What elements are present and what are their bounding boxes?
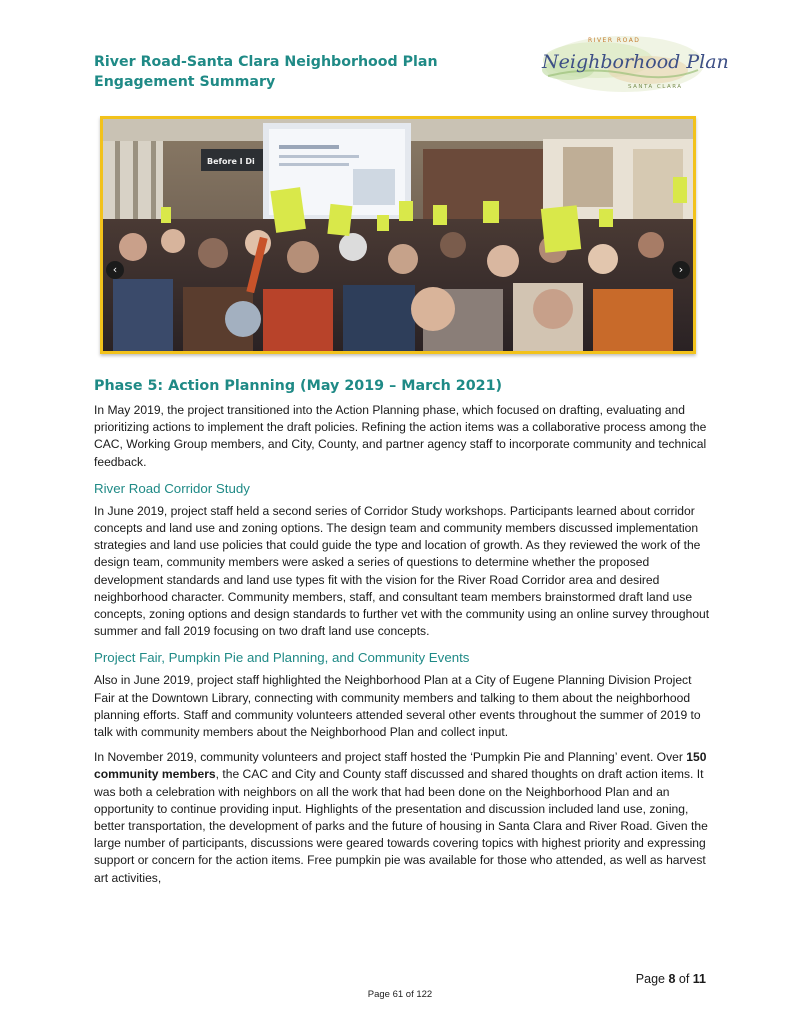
events-body2-post: , the CAC and City and County staff discussed and shared thoughts on draft action items. It was both a celebration with neighbors on all the work that had been done on the Neighborhood Plan and an opportunity to continue providing input. Highlights of the presentation and discussion included land use, zoning, better transportation, the development of parks and the future of housing in Santa Clara and River Road. Given the large number of participants, discussions were geared towards covering topics with highest priority and expressing support or concern for the action items. Free pumpkin pie was available for those who attended, as well as harvest art activities, <box>94 767 708 885</box>
main-content <box>94 376 710 895</box>
photo-sign-text: Before I Di <box>207 157 255 166</box>
page-current: 8 <box>668 972 676 986</box>
events-body1: Also in June 2019, project staff highlighted the Neighborhood Plan at a City of Eugene Planning Division Project Fair at the Downtown Library, connecting with community members and talking to them about the neighborhood planning efforts. Staff and community volunteers attended several other events throughout the summer of 2019 to talk with community members about the Neighborhood Plan and collect input. <box>94 673 701 740</box>
header-title-line2: Engagement Summary <box>94 74 276 90</box>
packet-page-footer: Page 61 of 122 <box>367 989 433 1000</box>
events-heading: Project Fair, Pumpkin Pie and Planning, and Community Events <box>94 650 470 666</box>
page-number <box>560 972 706 986</box>
events-body2-pre: In November 2019, community volunteers and project staff hosted the ‘Pumpkin Pie and Planning’ event. Over <box>94 750 687 765</box>
meeting-photo <box>100 116 696 354</box>
corridor-study-body: In June 2019, project staff held a second series of Corridor Study workshops. Participants learned about corridor concepts and land use and zoning options. The design team and community members discussed implementation strategies and land use policies that could guide the type and location of growth. As they reviewed the work of the design team, community members were asked a series of questions to determine whether the proposed development standards and land use types fit with the vision for the River Road Corridor area and desired neighborhood character. Community members, staff, and consultant team members brainstormed draft land use concepts, zoning options and design standards to further vet with the community using an online survey throughout summer and fall 2019 focusing on two draft land use concepts. <box>94 503 710 639</box>
carousel-prev-button[interactable]: ‹ <box>106 261 124 279</box>
neighborhood-plan-logo <box>528 26 729 100</box>
logo-arc-top: RIVER ROAD <box>588 37 641 44</box>
document-header <box>94 52 454 92</box>
events-body2 <box>94 749 710 887</box>
meeting-photo-image <box>103 119 693 351</box>
phase5-intro: In May 2019, the project transitioned into the Action Planning phase, which focused on drafting, evaluating and prioritizing actions to implement the draft policies. Refining the action items was a collaborative process among the CAC, Working Group members, and City, County, and partner agency staff to incorporate community and technical feedback. <box>94 403 707 469</box>
page-prefix: Page <box>635 972 669 986</box>
logo-main-text: Neighborhood Plan <box>542 51 729 73</box>
events-body2-bold: 150 community members <box>94 750 707 782</box>
corridor-study-heading: River Road Corridor Study <box>94 480 250 496</box>
header-title-line1: River Road-Santa Clara Neighborhood Plan <box>94 54 438 70</box>
phase5-heading: Phase 5: Action Planning (May 2019 – March 2021) <box>94 378 503 394</box>
logo-graphic <box>528 26 729 100</box>
page-of: of <box>675 972 693 986</box>
carousel-next-button[interactable]: › <box>672 261 690 279</box>
logo-arc-bottom: SANTA CLARA <box>628 84 683 90</box>
page-total: 11 <box>692 972 706 986</box>
